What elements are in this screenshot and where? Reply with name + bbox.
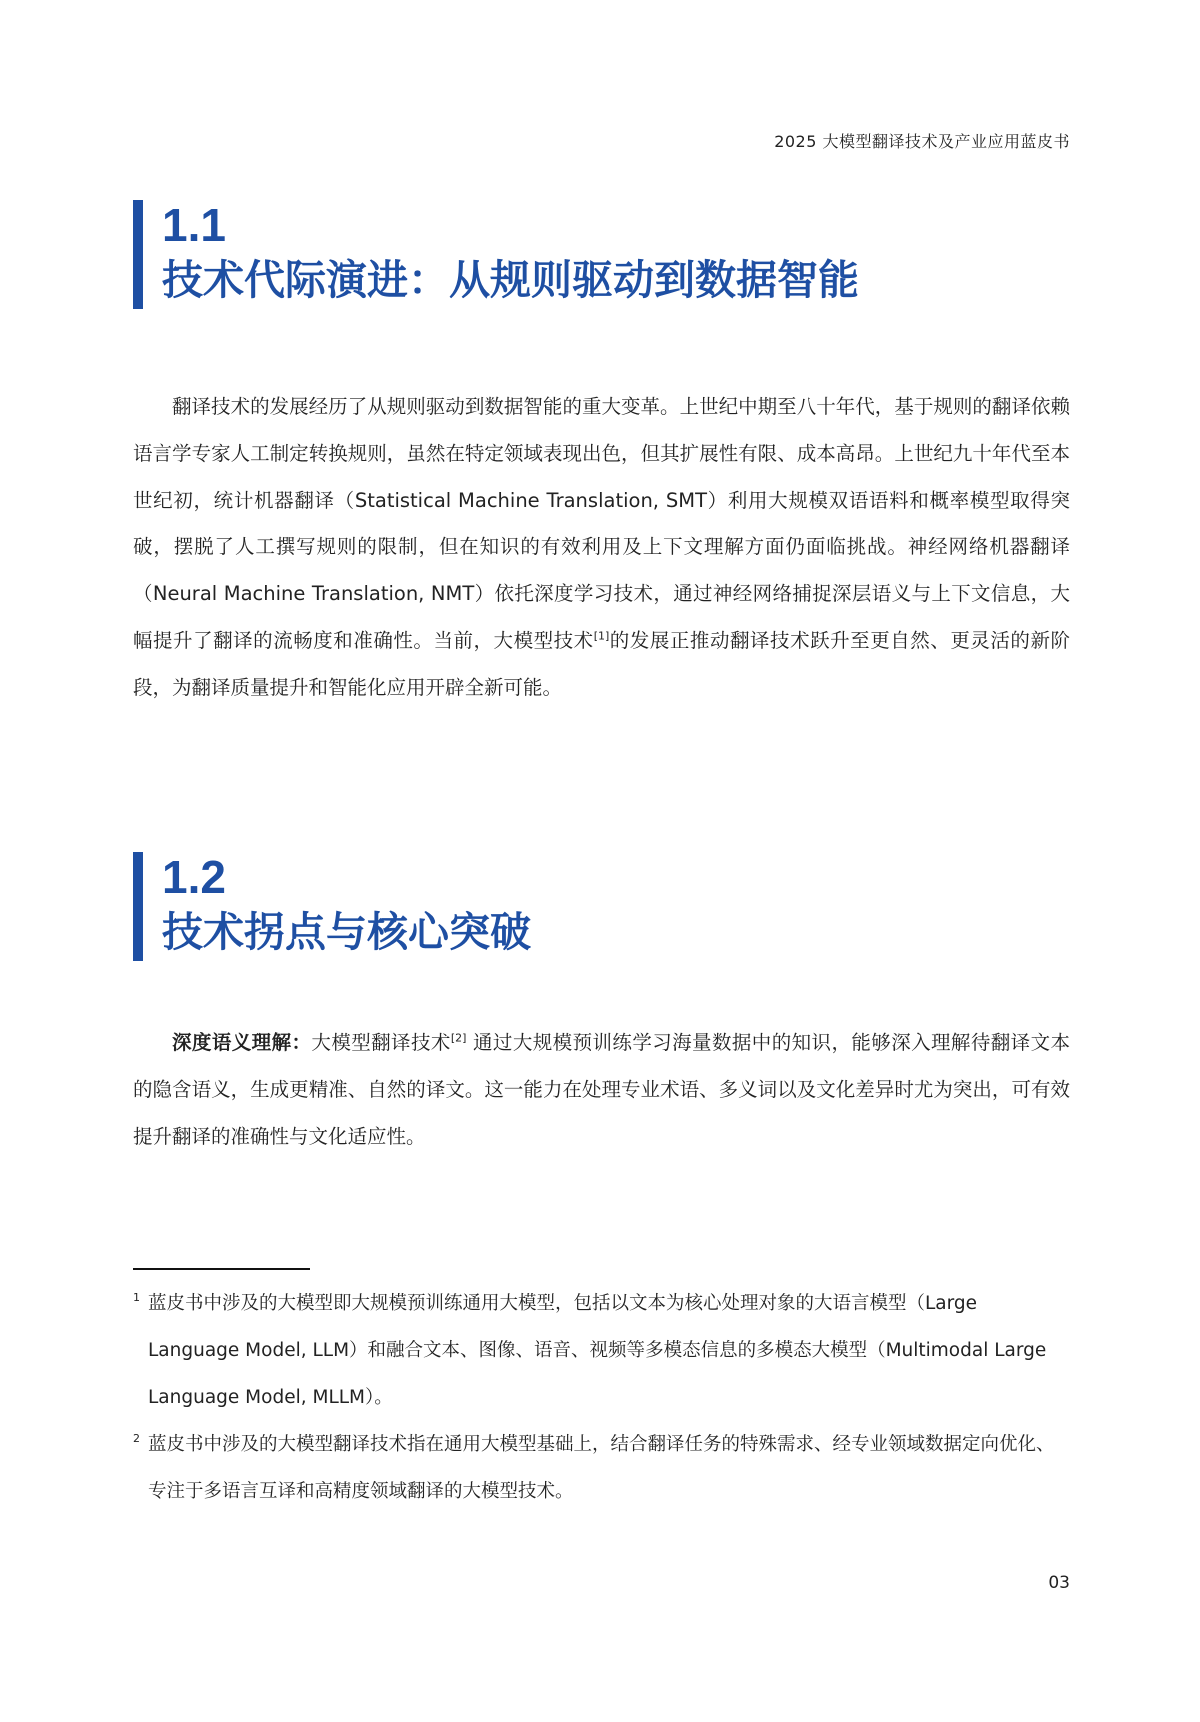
page-number: 03 — [1048, 1573, 1070, 1593]
footnote-item — [133, 1421, 1070, 1515]
section-1-1 — [133, 200, 1070, 310]
paragraph-text-continued: 通过大规模预训练学习海量数据中的知识，能够深入理解待翻译文本的隐含语义，生成更精准、自然的译文。这一能力在处理专业术语、多义词以及文化差异时尤为突出，可有效提升翻译的准确性与文化适应性。 — [133, 1031, 1070, 1148]
section-accent-bar — [133, 852, 143, 961]
footnote-item — [133, 1280, 1070, 1421]
footnote-text: 蓝皮书中涉及的大模型翻译技术指在通用大模型基础上，结合翻译任务的特殊需求、经专业领域数据定向优化、专注于多语言互译和高精度领域翻译的大模型技术。 — [148, 1434, 1055, 1502]
reference-mark[interactable]: [2] — [450, 1031, 467, 1045]
section-1-2-paragraph — [133, 1020, 1070, 1160]
footnote-divider — [133, 1268, 310, 1270]
section-number: 1.2 — [162, 851, 226, 903]
running-header: 2025 大模型翻译技术及产业应用蓝皮书 — [774, 132, 1070, 151]
section-title: 技术拐点与核心突破 — [162, 908, 531, 956]
paragraph-text: 大模型翻译技术 — [311, 1031, 451, 1054]
footnote-mark: 1 — [133, 1291, 140, 1304]
paragraph-lead: 深度语义理解： — [172, 1031, 312, 1054]
footnote-text: 蓝皮书中涉及的大模型即大规模预训练通用大模型，包括以文本为核心处理对象的大语言模型（Large Language Model, LLM）和融合文本、图像、语音、视频等多模态信息的多模态大模型（Multimodal Large Language Model, MLLM）。 — [148, 1293, 1047, 1408]
section-number: 1.1 — [162, 199, 226, 251]
footnote-mark: 2 — [133, 1432, 140, 1445]
section-1-2 — [133, 852, 1070, 962]
section-1-1-paragraph — [133, 384, 1070, 712]
section-accent-bar — [133, 200, 143, 309]
paragraph-text: 翻译技术的发展经历了从规则驱动到数据智能的重大变革。上世纪中期至八十年代，基于规则的翻译依赖语言学专家人工制定转换规则，虽然在特定领域表现出色，但其扩展性有限、成本高昂。上世纪九十年代至本世纪初，统计机器翻译（Statistical Machine Translation, SMT）利用大规模双语语料和概率模型取得突破，摆脱了人工撰写规则的限制，但在知识的有效利用及上下文理解方面仍面临挑战。神经网络机器翻译（Neural Machine Translation, NMT）依托深度学习技术，通过神经网络捕捉深层语义与上下文信息，大幅提升了翻译的流畅度和准确性。当前，大模型技术 — [133, 395, 1070, 652]
paragraph-text-continued: 的发展正推动翻译技术跃升至更自然、更灵活的新阶段，为翻译质量提升和智能化应用开辟全新可能。 — [133, 628, 1070, 699]
reference-mark[interactable]: [1] — [593, 629, 610, 643]
section-title: 技术代际演进：从规则驱动到数据智能 — [162, 256, 859, 304]
footnotes — [133, 1280, 1070, 1515]
